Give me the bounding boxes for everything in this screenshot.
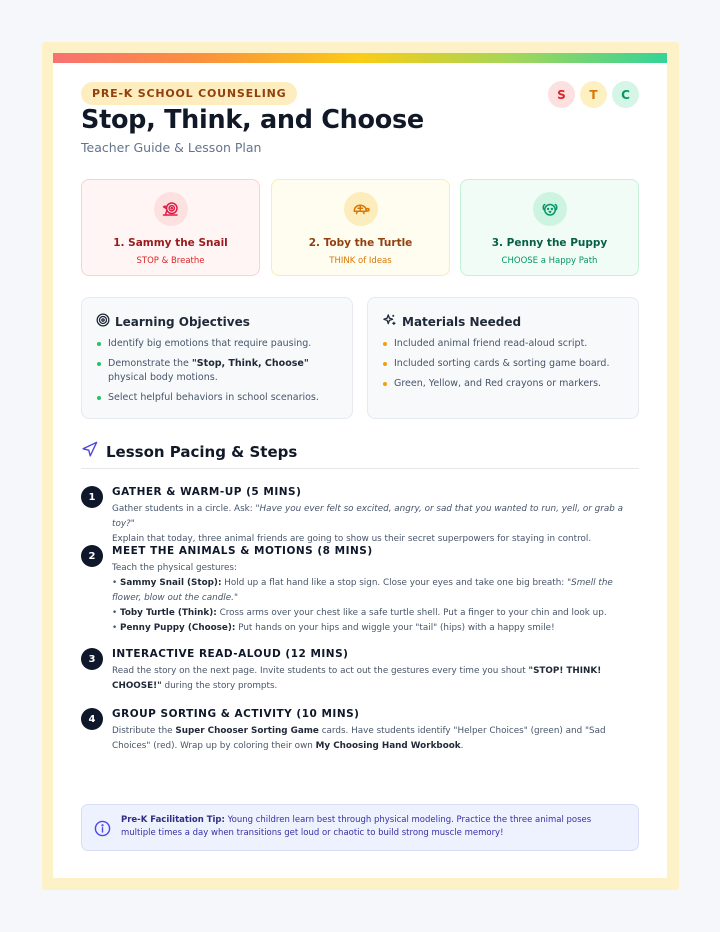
lesson-sheet bbox=[53, 53, 667, 878]
animal-name: 3. Penny the Puppy bbox=[491, 237, 608, 249]
facilitation-tip bbox=[81, 804, 639, 851]
material-item: Included animal friend read-aloud script. bbox=[382, 337, 624, 351]
target-icon bbox=[96, 313, 110, 330]
objectives-heading bbox=[96, 313, 250, 330]
tip-text: Pre-K Facilitation Tip: Young children learn best through physical modeling. Practice the three animal poses multiple times a day when transitions get loud or chaotic to build strong muscle memory! bbox=[121, 815, 592, 838]
section-divider bbox=[81, 468, 639, 469]
materials-heading bbox=[382, 313, 521, 331]
turtle-icon bbox=[344, 192, 378, 226]
step-body: Teach the physical gestures: • Sammy Snail (Stop): Hold up a flat hand like a stop sign. Close your eyes and take one big breath: "Smell the flower, blow out the candle." • Toby Turtle (Think): Cross arms over your chest like a safe turtle shell. Put a finger to your chin and look up. • Penny Puppy (Choose): Put hands on your hips and wiggle your "tail" (hips) with a happy smile! bbox=[112, 563, 613, 633]
choose-circle: C bbox=[612, 81, 639, 108]
objective-item: Demonstrate the "Stop, Think, Choose" physical body motions. bbox=[96, 357, 338, 385]
animal-card-snail bbox=[81, 179, 260, 276]
rainbow-bar bbox=[53, 53, 667, 63]
sparkles-icon bbox=[382, 313, 397, 331]
animal-name: 1. Sammy the Snail bbox=[113, 237, 228, 249]
stop-circle: S bbox=[548, 81, 575, 108]
step-body: Gather students in a circle. Ask: "Have you ever felt so excited, angry, or sad that you wanted to run, yell, or grab a toy?" Explain that today, three animal friends are going to show us their secret superpowers for staying in control. bbox=[112, 504, 623, 544]
step-number: 4 bbox=[81, 708, 103, 730]
materials-card bbox=[367, 297, 639, 419]
animal-name: 2. Toby the Turtle bbox=[308, 237, 413, 249]
navigation-icon bbox=[81, 441, 98, 462]
objective-item: Select helpful behaviors in school scenarios. bbox=[96, 391, 338, 405]
material-item: Included sorting cards & sorting game board. bbox=[382, 357, 624, 371]
step-number: 3 bbox=[81, 648, 103, 670]
think-circle: T bbox=[580, 81, 607, 108]
objective-item: Identify big emotions that require pausing. bbox=[96, 337, 338, 351]
pacing-heading bbox=[81, 441, 297, 462]
pacing-title: Lesson Pacing & Steps bbox=[106, 442, 298, 461]
animal-card-puppy bbox=[460, 179, 639, 276]
step-body: Distribute the Super Chooser Sorting Game cards. Have students identify "Helper Choices" (green) and "Sad Choices" (red). Wrap up by coloring their own My Choosing Hand Workbook. bbox=[112, 726, 606, 751]
stc-circles bbox=[548, 81, 639, 108]
step-number: 1 bbox=[81, 486, 103, 508]
category-badge: PRE-K SCHOOL COUNSELING bbox=[81, 82, 297, 105]
materials-title: Materials Needed bbox=[402, 315, 522, 329]
page-title: Stop, Think, and Choose bbox=[81, 105, 424, 135]
step-title: GATHER & WARM-UP (5 MINS) bbox=[112, 486, 302, 498]
page-subtitle: Teacher Guide & Lesson Plan bbox=[81, 140, 262, 155]
objectives-card bbox=[81, 297, 353, 419]
animal-card-turtle bbox=[271, 179, 450, 276]
snail-icon bbox=[154, 192, 188, 226]
material-item: Green, Yellow, and Red crayons or markers. bbox=[382, 377, 624, 391]
animal-action: CHOOSE a Happy Path bbox=[501, 256, 598, 266]
step-title: GROUP SORTING & ACTIVITY (10 MINS) bbox=[112, 708, 360, 720]
objectives-title: Learning Objectives bbox=[115, 314, 250, 329]
step-body: Read the story on the next page. Invite students to act out the gestures every time you shout "STOP! THINK! CHOOSE!" during the story prompts. bbox=[112, 666, 602, 691]
step-title: INTERACTIVE READ-ALOUD (12 MINS) bbox=[112, 648, 349, 660]
animal-action: STOP & Breathe bbox=[136, 256, 205, 266]
step-title: MEET THE ANIMALS & MOTIONS (8 MINS) bbox=[112, 545, 373, 557]
step-number: 2 bbox=[81, 545, 103, 567]
animal-action: THINK of Ideas bbox=[329, 256, 392, 266]
info-icon bbox=[94, 820, 111, 841]
puppy-icon bbox=[533, 192, 567, 226]
